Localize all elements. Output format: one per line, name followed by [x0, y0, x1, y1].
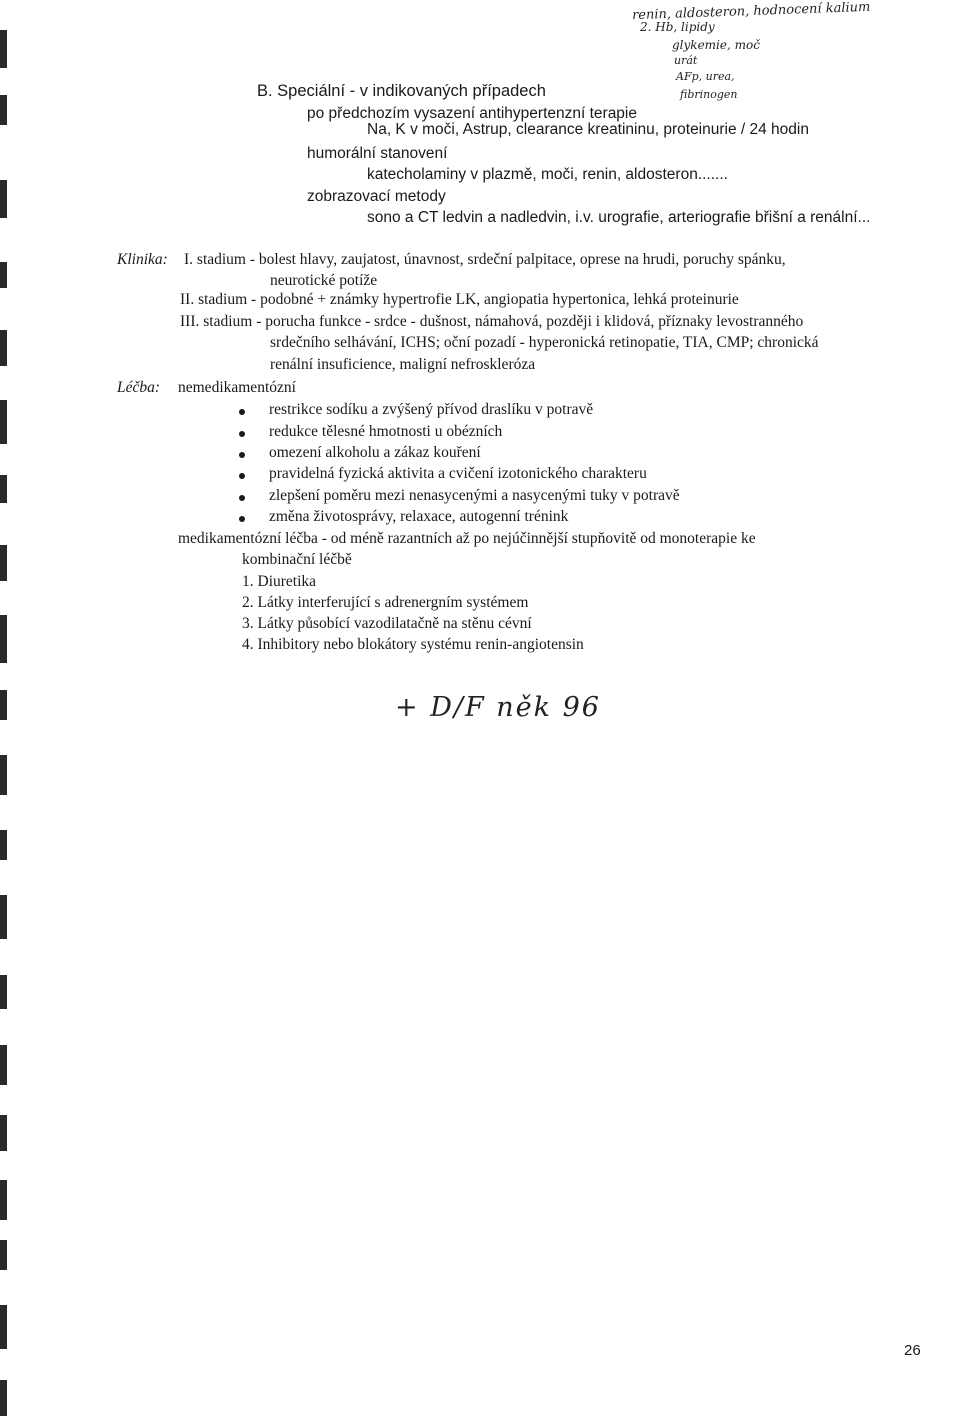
- special-line-1: po předchozím vysazení antihypertenzní terapie: [307, 105, 637, 122]
- klinika-stage-3-cont-2: renální insuficience, maligní nefroskleróza: [270, 356, 536, 373]
- lecba-label: Léčba:: [117, 379, 161, 396]
- drug-class-3: 3. Látky působící vazodilatačně na stěnu cévní: [242, 615, 532, 632]
- drug-class-4: 4. Inhibitory nebo blokátory systému renin-angiotensin: [242, 636, 584, 653]
- pharm-title: medikamentózní léčba - od méně razantních až po nejúčinnější stupňovitě od monoterapie ke: [178, 530, 756, 547]
- handwritten-note-line-6: fibrinogen: [680, 88, 738, 101]
- bullet-dot: [239, 473, 245, 479]
- page-number: 26: [904, 1342, 921, 1359]
- klinika-stage-2: II. stadium - podobné + známky hypertrofie LK, angiopatia hypertonica, lehká proteinurie: [180, 291, 739, 308]
- pharm-title-cont: kombinační léčbě: [242, 551, 352, 568]
- nonpharm-item-3: omezení alkoholu a zákaz kouření: [269, 444, 481, 461]
- handwritten-note-line-5: AFp, urea,: [676, 70, 735, 83]
- nonpharm-item-4: pravidelná fyzická aktivita a cvičení izotonického charakteru: [269, 465, 647, 482]
- nonpharm-item-1: restrikce sodíku a zvýšený přívod draslíku v potravě: [269, 401, 594, 418]
- handwritten-note-line-2: 2. Hb, lipidy: [640, 20, 715, 34]
- special-line-5: zobrazovací metody: [307, 188, 446, 205]
- klinika-stage-3: III. stadium - porucha funkce - srdce - dušnost, námahová, později i klidová, příznaky levostranného: [180, 313, 804, 330]
- handwritten-note-line-3: glykemie, moč: [672, 38, 760, 52]
- special-line-4: katecholaminy v plazmě, moči, renin, aldosteron.......: [367, 166, 728, 183]
- klinika-stage-3-cont-1: srdečního selhávání, ICHS; oční pozadí - hyperonická retinopatie, TIA, CMP; chronická: [270, 334, 819, 351]
- handwritten-note-line-1: renin, aldosteron, hodnocení kalium: [631, 0, 871, 24]
- special-line-3: humorální stanovení: [307, 145, 448, 162]
- drug-class-1: 1. Diuretika: [242, 573, 317, 590]
- drug-class-2: 2. Látky interferující s adrenergním systémem: [242, 594, 529, 611]
- bullet-dot: [239, 516, 245, 522]
- handwritten-annotation: + D/F něk 96: [395, 692, 601, 723]
- handwritten-note-line-4: urát: [674, 54, 698, 67]
- nonpharm-item-5: zlepšení poměru mezi nenasycenými a nasycenými tuky v potravě: [269, 487, 680, 504]
- bullet-dot: [239, 452, 245, 458]
- nonpharm-item-2: redukce tělesné hmotnosti u obézních: [269, 423, 503, 440]
- bullet-dot: [239, 431, 245, 437]
- klinika-stage-1: I. stadium - bolest hlavy, zaujatost, únavnost, srdeční palpitace, oprese na hrudi, poruchy spánku,: [184, 251, 786, 268]
- special-line-2: Na, K v moči, Astrup, clearance kreatininu, proteinurie / 24 hodin: [367, 121, 809, 138]
- klinika-stage-1-cont: neurotické potíže: [270, 272, 378, 289]
- nonpharm-title: nemedikamentózní: [178, 379, 296, 396]
- bullet-dot: [239, 495, 245, 501]
- section-heading: B. Speciální - v indikovaných případech: [257, 82, 546, 100]
- bullet-dot: [239, 409, 245, 415]
- klinika-label: Klinika:: [117, 251, 168, 268]
- nonpharm-item-6: změna životosprávy, relaxace, autogenní trénink: [269, 508, 569, 525]
- special-line-6: sono a CT ledvin a nadledvin, i.v. urografie, arteriografie břišní a renální...: [367, 209, 871, 226]
